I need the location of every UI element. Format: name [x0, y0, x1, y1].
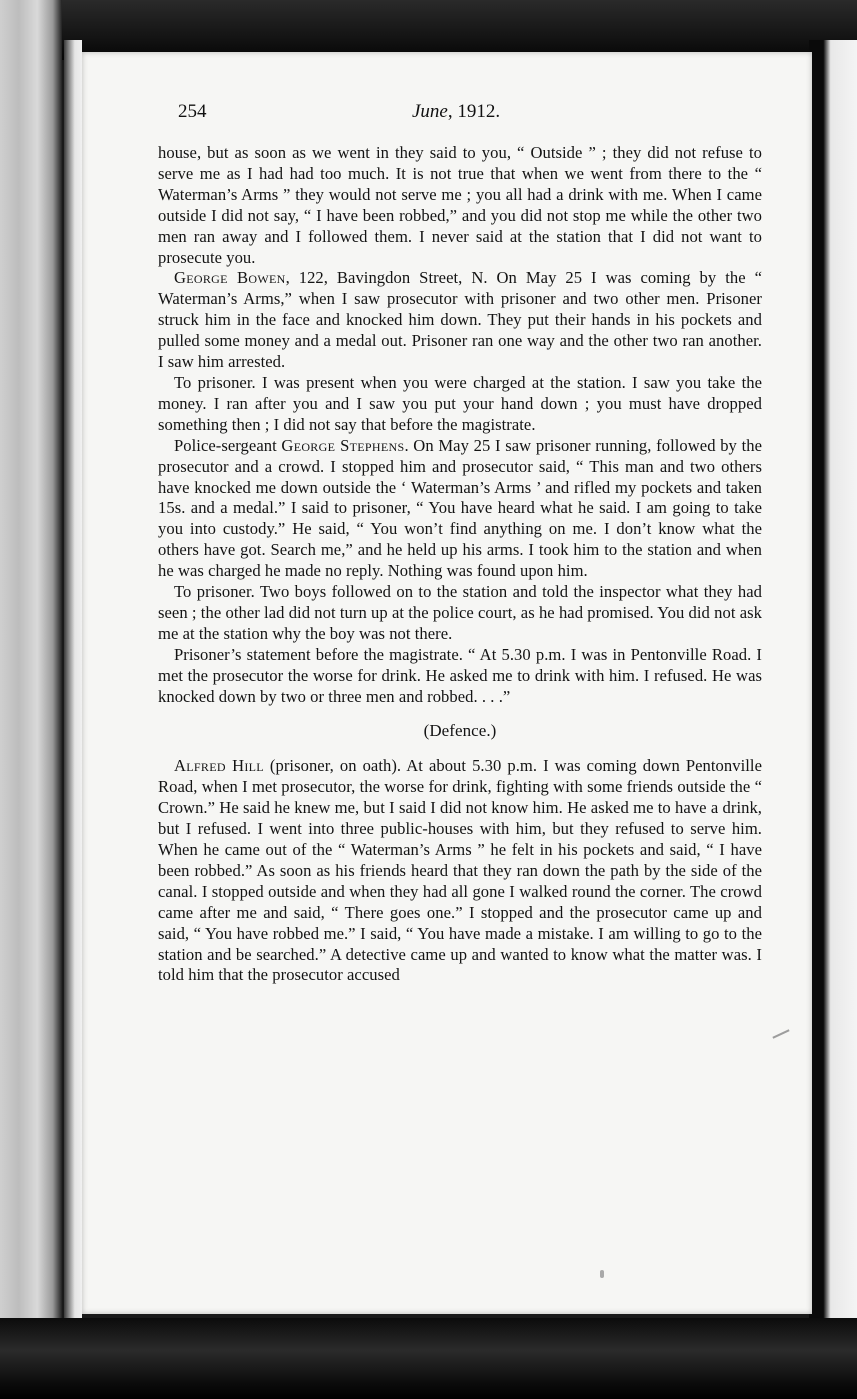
paragraph-alfred-hill: [158, 756, 762, 986]
paragraph-george-bowen-text: , 122, Bavingdon Street, N. On May 25 I was coming by the “ Waterman’s Arms,” when I saw prosecutor with prisoner and two other men. Prisoner struck him in the face and knocked him down. They put their hands in his pockets and pulled some money and a medal out. Prisoner ran one way and the other two ran another. I saw him arrested.: [158, 268, 762, 372]
scan-top-border: [0, 0, 857, 60]
paragraph-prisoner-statement: Prisoner’s statement before the magistrate. “ At 5.30 p.m. I was in Pentonville Road. I met the prosecutor the worse for drink. He asked me to drink with him. I refused. He was knocked down by two or three men and robbed. . . .”: [158, 644, 762, 706]
scan-bottom-border: [0, 1318, 857, 1399]
ink-smudge: [600, 1270, 604, 1278]
page-number: 254: [178, 101, 207, 122]
paragraph-george-stephens: [158, 436, 762, 582]
scan-left-border: [0, 0, 62, 1399]
running-head-year: , 1912.: [447, 101, 501, 122]
page-body: [158, 143, 762, 986]
page-binding-edge: [64, 40, 82, 1320]
paragraph-to-prisoner-2: To prisoner. Two boys followed on to the station and told the inspector what they had seen ; the other lad did not turn up at the police court, as he had promised. You did not ask me at the station why the boy was not there.: [158, 582, 762, 643]
witness-name-george-stephens: George Stephens: [281, 435, 405, 455]
paragraph-george-bowen: [158, 268, 762, 373]
section-heading-defence: (Defence.): [423, 721, 497, 741]
paragraph-george-stephens-prefix: Police-sergeant: [174, 435, 282, 455]
witness-name-alfred-hill: Alfred Hill: [174, 756, 264, 776]
running-head: [412, 101, 500, 123]
paragraph-to-prisoner-1: To prisoner. I was present when you were charged at the station. I saw you take the money. I ran after you and I saw you put your hand down ; you must have dropped something then ; I did not say that before the magistrate.: [158, 372, 762, 434]
paragraph-alfred-hill-text: (prisoner, on oath). At about 5.30 p.m. I was coming down Pentonville Road, when I met prosecutor, the worse for drink, fighting with some friends outside the “ Crown.” He said he knew me, but I said I did not know him. He asked me to have a drink, but I refused. I went into three public-houses with him, but they refused to serve him. When he came out of the “ Waterman’s Arms ” he felt in his pockets and said, “ I have been robbed.” As soon as his friends heard that they ran down the path by the side of the canal. I stopped outside and when they had all gone I walked round the corner. The crowd came after me and said, “ There goes one.” I stopped and the prosecutor came up and said, “ You have robbed me.” I said, “ You have made a mistake. I am willing to go to the station and be searched.” A detective came up and wanted to know what the matter was. I told him that the prosecutor accused: [158, 756, 762, 985]
paragraph-george-stephens-text: . On May 25 I saw prisoner running, followed by the prosecutor and a crowd. I stopped him and prosecutor said, “ This man and two others have knocked me down outside the ‘ Waterman’s Arms ’ and rifled my pockets and taken 15s. and a medal.” I said to prisoner, “ You have heard what he said. I am going to take you into custody.” He said, “ You won’t find anything on me. I don’t know what the others have got. Search me,” and he held up his arms. I took him to the station and when he was charged he made no reply. Nothing was found upon him.: [158, 435, 763, 581]
running-head-month: June: [412, 101, 448, 122]
page-header: [100, 98, 780, 128]
witness-name-george-bowen: George Bowen: [174, 268, 286, 288]
scan-right-border: [809, 40, 857, 1360]
paragraph-testimony-continued: house, but as soon as we went in they said to you, “ Outside ” ; they did not refuse to serve me as I had had too much. It is not true that when we went from there to the “ Waterman’s Arms ” they would not serve me ; you all had a drink with me. When I came outside I did not say, “ I have been robbed,” and you did not stop me while the other two men ran away and I followed them. I never said at the station that I did not want to prosecute you.: [158, 143, 762, 267]
